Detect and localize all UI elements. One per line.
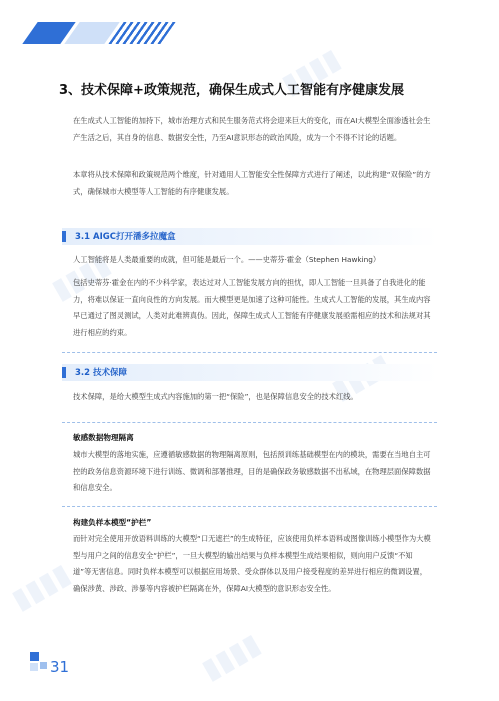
corner-square bbox=[30, 663, 38, 671]
watermark: ▮▮▮▮ bbox=[195, 626, 266, 687]
section-marker bbox=[62, 231, 66, 242]
quote-paragraph: 人工智能将是人类最重要的成就，但可能是最后一个。——史蒂芬·霍金（Stephen Hawking） bbox=[73, 255, 381, 264]
intro-paragraph-1: 在生成式人工智能的加持下，城市治理方式和民生服务范式将会迎来巨大的变化，而在AI大模型全面渗透社会生产生活之后，其自身的信息、数据安全性，乃至AI意识形态的政治风险，成为一个不得不讨论的话题。 bbox=[73, 116, 431, 142]
intro-paragraph-2: 本章将从技术保障和政策规范两个维度，针对通用人工智能安全性保障方式进行了阐述，以此构建“双保险”的方式，确保城市大模型等人工智能的有序健康发展。 bbox=[73, 170, 431, 196]
section-title-3-2: 3.2 技术保障 bbox=[75, 368, 128, 378]
subheading-data-isolation: 敏感数据物理隔离 bbox=[73, 433, 134, 442]
section-title-3-1: 3.1 AIGC打开潘多拉魔盒 bbox=[75, 232, 176, 242]
subheading-negative-sample-guardrail: 构建负样本模型“护栏” bbox=[73, 518, 152, 527]
section-divider bbox=[62, 422, 437, 423]
section-divider bbox=[62, 506, 437, 507]
section-marker bbox=[62, 367, 66, 378]
section-divider bbox=[62, 352, 437, 353]
guardrail-body: 而针对完全使用开放语料训练的大模型“口无遮拦”的生成特征，应该使用负样本语料或图像训练小模型作为大模型与用户之间的信息安全“护栏”，一旦大模型的输出结果与负样本模型生成结果相似，则向用户反馈“不知道”等无害信息。同时负样本模型可以根据应用场景、受众群体以及用户接受程度的差异进行相应的微调设置，确保涉黄、涉政、涉暴等内容被护栏隔离在外，保障AI大模型的意识形态安全性。 bbox=[73, 534, 431, 593]
watermark: ▮▮▮▮ bbox=[5, 556, 76, 617]
data-isolation-body: 城市大模型的落地实施，应遵循敏感数据的物理隔离原则，包括预训练基础模型在内的模块，需要在当地自主可控的政务信息资源环境下进行训练、微调和部署推理，目的是确保政务敏感数据不出私域，在物理层面保障数据和信息安全。 bbox=[73, 450, 431, 492]
top-decoration bbox=[0, 0, 499, 48]
corner-square bbox=[40, 662, 47, 669]
top-stripe-dashed bbox=[108, 22, 175, 44]
watermark: ▮▮▮▮ bbox=[45, 246, 116, 307]
page-number: 31 bbox=[50, 658, 70, 676]
corner-square bbox=[30, 652, 39, 661]
page-title: 3、技术保障+政策规范，确保生成式人工智能有序健康发展 bbox=[59, 83, 404, 98]
section-header-3-2 bbox=[62, 364, 437, 381]
watermark: ▮▮▮▮ bbox=[275, 41, 346, 102]
section-3-1-body: 包括史蒂芬·霍金在内的不少科学家，表达过对人工智能发展方向的担忧，即人工智能一旦具备了自我进化的能力，将难以保证一直向良性的方向发展。而大模型更是加速了这种可能性。生成式人工智能的发展，其生成内容早已通过了图灵测试，人类对此难辨真伪。因此，保障生成式人工智能有序健康发展亟需相应的技术和法规对其进行相应的约束。 bbox=[73, 278, 431, 337]
section-header-3-1 bbox=[62, 228, 437, 245]
section-3-2-body: 技术保障，是给大模型生成式内容施加的第一把“保险”，也是保障信息安全的技术红线。 bbox=[73, 392, 358, 401]
